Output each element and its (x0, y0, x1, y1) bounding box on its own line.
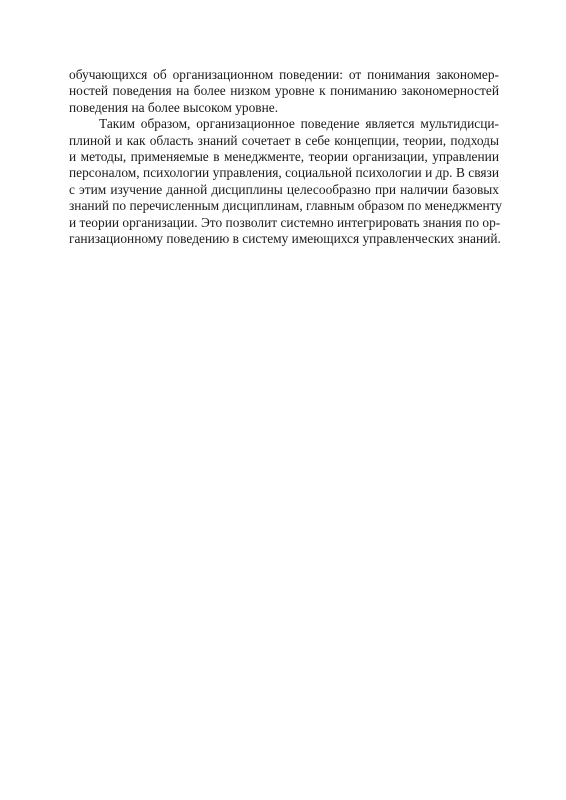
body-text (69, 67, 502, 247)
text-line: персоналом, психологии управления, социальной психологии и др. В связи (69, 165, 499, 181)
text-line: и методы, применяемые в менеджменте, теории организации, управлении (69, 148, 499, 164)
paragraph-2 (69, 116, 502, 247)
text-line: знаний по перечисленным дисциплинам, главным образом по менеджменту (69, 198, 502, 214)
text-line: Таким образом, организационное поведение является мультидисци- (99, 116, 499, 132)
text-line: и теории организации. Это позволит системно интегрировать знания по ор- (69, 214, 501, 230)
paragraph-1 (69, 67, 499, 116)
text-line: ганизационному поведению в систему имеющихся управленческих знаний. (69, 230, 501, 246)
text-line: с этим изучение данной дисциплины целесообразно при наличии базовых (69, 181, 499, 197)
text-line: плиной и как область знаний сочетает в себе концепции, теории, подходы (69, 132, 499, 148)
text-line: ностей поведения на более низком уровне к пониманию закономерностей (69, 83, 499, 99)
text-line: поведения на более высоком уровне. (69, 99, 279, 115)
text-line: обучающихся об организационном поведении: от понимания закономер- (69, 67, 499, 82)
